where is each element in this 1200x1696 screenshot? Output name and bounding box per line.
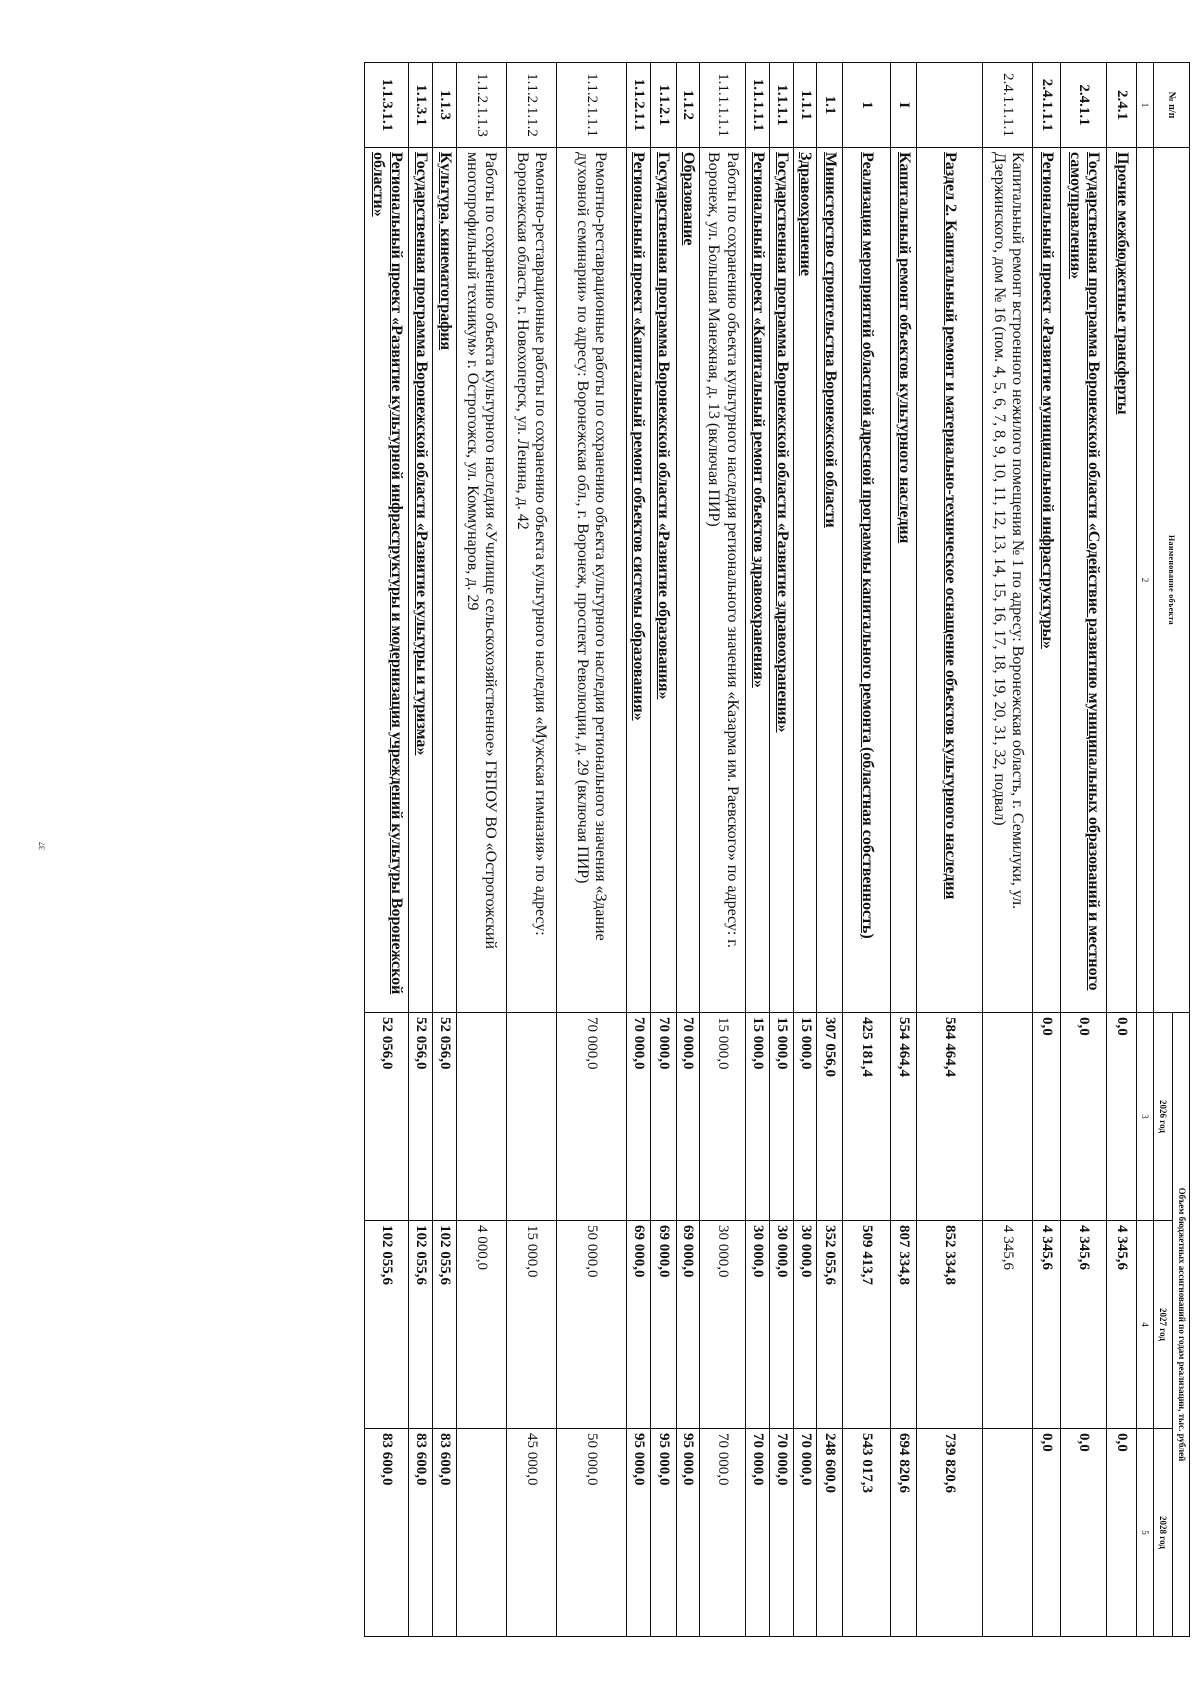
row-value-2026: 52 056,0 xyxy=(409,1013,433,1221)
row-object-name: Культура, кинематография xyxy=(433,148,456,1013)
row-value-2028: 739 820,6 xyxy=(917,1429,983,1637)
row-object-name: Прочие межбюджетные трансферты xyxy=(1107,148,1137,1013)
row-number: 2.4.1.1.1.1 xyxy=(983,63,1033,148)
row-number: 1.1.2.1.1.3 xyxy=(456,63,506,148)
row-value-2027: 4 345,6 xyxy=(1033,1221,1061,1429)
row-object-name: Региональный проект «Капитальный ремонт объектов системы образования» xyxy=(626,148,650,1013)
table-row xyxy=(817,63,843,1637)
row-number: I xyxy=(891,63,917,148)
row-object-name: Реализация мероприятий областной адресной программы капитального ремонта (областная собственность) xyxy=(843,148,891,1013)
row-value-2026: 15 000,0 xyxy=(745,1013,769,1221)
row-object-name: Государственная программа Воронежской области «Содействие развитию муниципальных образований и местного самоуправления» xyxy=(1061,148,1107,1013)
table-row xyxy=(793,63,816,1637)
row-value-2026: 15 000,0 xyxy=(793,1013,816,1221)
table-row xyxy=(650,63,676,1637)
row-object-name: Капитальный ремонт объектов культурного наследия xyxy=(891,148,917,1013)
row-number: 1.1.1.1 xyxy=(769,63,793,148)
row-value-2026: 70 000,0 xyxy=(626,1013,650,1221)
table-row xyxy=(556,63,626,1637)
table-row xyxy=(1061,63,1107,1637)
row-value-2026 xyxy=(456,1013,506,1221)
row-value-2026: 70 000,0 xyxy=(676,1013,699,1221)
row-value-2028: 0,0 xyxy=(1061,1429,1107,1637)
budget-table-sheet xyxy=(162,62,1190,1637)
row-value-2028: 83 600,0 xyxy=(409,1429,433,1637)
row-value-2028: 70 000,0 xyxy=(769,1429,793,1637)
row-value-2026: 554 464,4 xyxy=(891,1013,917,1221)
row-object-name: Государственная программа Воронежской области «Развитие здравоохранения» xyxy=(769,148,793,1013)
row-number: 1.1.2 xyxy=(676,63,699,148)
budget-table xyxy=(364,62,1190,1637)
row-value-2027: 852 334,8 xyxy=(917,1221,983,1429)
row-number: 1.1 xyxy=(817,63,843,148)
row-value-2027: 509 413,7 xyxy=(843,1221,891,1429)
table-row xyxy=(365,63,409,1637)
row-value-2028: 0,0 xyxy=(1033,1429,1061,1637)
row-value-2027: 4 000,0 xyxy=(456,1221,506,1429)
column-index: 3 xyxy=(1137,1013,1154,1221)
row-value-2027: 102 055,6 xyxy=(365,1221,409,1429)
row-value-2026: 52 056,0 xyxy=(365,1013,409,1221)
row-value-2028: 543 017,3 xyxy=(843,1429,891,1637)
row-number: 2.4.1 xyxy=(1107,63,1137,148)
row-object-name: Региональный проект «Капитальный ремонт объектов здравоохранения» xyxy=(745,148,769,1013)
row-value-2028: 83 600,0 xyxy=(433,1429,456,1637)
table-row xyxy=(1033,63,1061,1637)
table-row xyxy=(506,63,556,1637)
row-value-2028 xyxy=(456,1429,506,1637)
row-value-2028: 45 000,0 xyxy=(506,1429,556,1637)
table-row xyxy=(676,63,699,1637)
row-number: 1.1.3.1 xyxy=(409,63,433,148)
row-value-2026: 15 000,0 xyxy=(769,1013,793,1221)
row-value-2027: 102 055,6 xyxy=(409,1221,433,1429)
row-object-name: Ремонтно-реставрационные работы по сохранению объекта культурного наследия «Мужская гимназия» по адресу: Воронежская область, г. Новохоперск, ул. Ленина, д. 42 xyxy=(506,148,556,1013)
row-value-2027: 15 000,0 xyxy=(506,1221,556,1429)
row-object-name: Раздел 2. Капитальный ремонт и материально-техническое оснащение объектов культурного наследия xyxy=(917,148,983,1013)
row-object-name: Государственная программа Воронежской области «Развитие образования» xyxy=(650,148,676,1013)
table-body xyxy=(365,63,1137,1637)
row-value-2028: 70 000,0 xyxy=(793,1429,816,1637)
header-year-2027: 2027 год xyxy=(1154,1221,1173,1429)
row-value-2026 xyxy=(506,1013,556,1221)
row-value-2028: 95 000,0 xyxy=(650,1429,676,1637)
row-value-2026: 0,0 xyxy=(1061,1013,1107,1221)
table-row xyxy=(891,63,917,1637)
table-row xyxy=(456,63,506,1637)
row-object-name: Работы по сохранению объекта культурного наследия регионального значения «Казарма им. Раевского» по адресу: г. Воронеж, ул. Большая Манежная, д. 13 (включая ПИР) xyxy=(699,148,745,1013)
column-index: 2 xyxy=(1137,148,1154,1013)
row-object-name: Государственная программа Воронежской области «Развитие культуры и туризма» xyxy=(409,148,433,1013)
table-header xyxy=(1137,63,1190,1637)
row-number: 1.1.3 xyxy=(433,63,456,148)
row-number: 1.1.2.1.1.1 xyxy=(556,63,626,148)
row-value-2028: 0,0 xyxy=(1107,1429,1137,1637)
table-row xyxy=(433,63,456,1637)
row-value-2027: 30 000,0 xyxy=(699,1221,745,1429)
row-value-2027: 30 000,0 xyxy=(793,1221,816,1429)
row-number: 1.1.1 xyxy=(793,63,816,148)
row-object-name: Региональный проект «Развитие муниципальной инфраструктуры» xyxy=(1033,148,1061,1013)
column-index-row xyxy=(1137,63,1154,1637)
row-value-2028: 70 000,0 xyxy=(745,1429,769,1637)
row-object-name: Здравоохранение xyxy=(793,148,816,1013)
column-index: 4 xyxy=(1137,1221,1154,1429)
row-value-2028: 70 000,0 xyxy=(699,1429,745,1637)
row-value-2027: 4 345,6 xyxy=(983,1221,1033,1429)
row-value-2027: 30 000,0 xyxy=(769,1221,793,1429)
table-row xyxy=(983,63,1033,1637)
row-value-2027: 50 000,0 xyxy=(556,1221,626,1429)
column-index: 5 xyxy=(1137,1429,1154,1637)
row-value-2027: 69 000,0 xyxy=(676,1221,699,1429)
row-value-2026: 0,0 xyxy=(1033,1013,1061,1221)
row-value-2026: 15 000,0 xyxy=(699,1013,745,1221)
header-num: № п/п xyxy=(1154,63,1190,148)
table-row xyxy=(626,63,650,1637)
row-value-2026: 425 181,4 xyxy=(843,1013,891,1221)
row-object-name: Министерство строительства Воронежской области xyxy=(817,148,843,1013)
row-value-2028 xyxy=(983,1429,1033,1637)
row-value-2027: 4 345,6 xyxy=(1061,1221,1107,1429)
column-index: 1 xyxy=(1137,63,1154,148)
table-row xyxy=(409,63,433,1637)
row-value-2026 xyxy=(983,1013,1033,1221)
row-object-name: Капитальный ремонт встроенного нежилого помещения № 1 по адресу: Воронежская область, г. Семилуки, ул. Дзержинского, дом № 16 (пом. 4, 5, 6, 7, 8, 9, 10, 11, 12, 13, 14, 15, 16, 17, 18, 19, 20, 31, 32, подвал) xyxy=(983,148,1033,1013)
row-value-2026: 584 464,4 xyxy=(917,1013,983,1221)
row-number: 1.1.1.1.1 xyxy=(745,63,769,148)
row-value-2027: 69 000,0 xyxy=(626,1221,650,1429)
row-value-2028: 694 820,6 xyxy=(891,1429,917,1637)
row-value-2026: 307 056,0 xyxy=(817,1013,843,1221)
row-value-2027: 102 055,6 xyxy=(433,1221,456,1429)
row-value-2027: 4 345,6 xyxy=(1107,1221,1137,1429)
row-number: 1.1.1.1.1.1 xyxy=(699,63,745,148)
row-number: 1.1.2.1.1 xyxy=(626,63,650,148)
row-value-2027: 30 000,0 xyxy=(745,1221,769,1429)
row-value-2026: 0,0 xyxy=(1107,1013,1137,1221)
row-number: 1.1.2.1 xyxy=(650,63,676,148)
row-value-2028: 248 600,0 xyxy=(817,1429,843,1637)
header-object-name: Наименование объекта xyxy=(1154,148,1190,1013)
table-row xyxy=(1107,63,1137,1637)
table-row xyxy=(843,63,891,1637)
row-value-2028: 95 000,0 xyxy=(676,1429,699,1637)
row-number: 1.1.3.1.1 xyxy=(365,63,409,148)
row-value-2028: 95 000,0 xyxy=(626,1429,650,1637)
row-value-2028: 83 600,0 xyxy=(365,1429,409,1637)
row-object-name: Ремонтно-реставрационные работы по сохранению объекта культурного наследия регионального значения «Здание духовной семинарии» по адресу: Воронежская обл., г. Воронеж, проспект Революции, д. 29 (включая ПИР) xyxy=(556,148,626,1013)
row-value-2028: 50 000,0 xyxy=(556,1429,626,1637)
row-object-name: Работы по сохранению объекта культурного наследия «Училище сельскохозяйственное» ГБПОУ ВО «Острогожский многопрофильный техникум» г. Острогожск, ул. Коммунаров, д. 29 xyxy=(456,148,506,1013)
table-row xyxy=(769,63,793,1637)
row-value-2026: 52 056,0 xyxy=(433,1013,456,1221)
row-number: 2.4.1.1 xyxy=(1061,63,1107,148)
row-value-2027: 352 055,6 xyxy=(817,1221,843,1429)
row-object-name: Образование xyxy=(676,148,699,1013)
table-row xyxy=(699,63,745,1637)
table-row xyxy=(745,63,769,1637)
row-value-2027: 807 334,8 xyxy=(891,1221,917,1429)
header-year-2028: 2028 год xyxy=(1154,1429,1173,1637)
header-budget-volume: Объем бюджетных ассигнований по годам реализации, тыс. рублей xyxy=(1173,1013,1190,1637)
header-year-2026: 2026 год xyxy=(1154,1013,1173,1221)
row-number: 1 xyxy=(843,63,891,148)
row-object-name: Региональный проект «Развитие культурной инфраструктуры и модернизация учреждений культуры Воронежской области» xyxy=(365,148,409,1013)
row-value-2026: 70 000,0 xyxy=(556,1013,626,1221)
row-value-2026: 70 000,0 xyxy=(650,1013,676,1221)
page-number: 37 xyxy=(37,842,47,850)
row-number: 1.1.2.1.1.2 xyxy=(506,63,556,148)
table-row xyxy=(917,63,983,1637)
row-number xyxy=(917,63,983,148)
row-number: 2.4.1.1.1 xyxy=(1033,63,1061,148)
row-value-2027: 69 000,0 xyxy=(650,1221,676,1429)
